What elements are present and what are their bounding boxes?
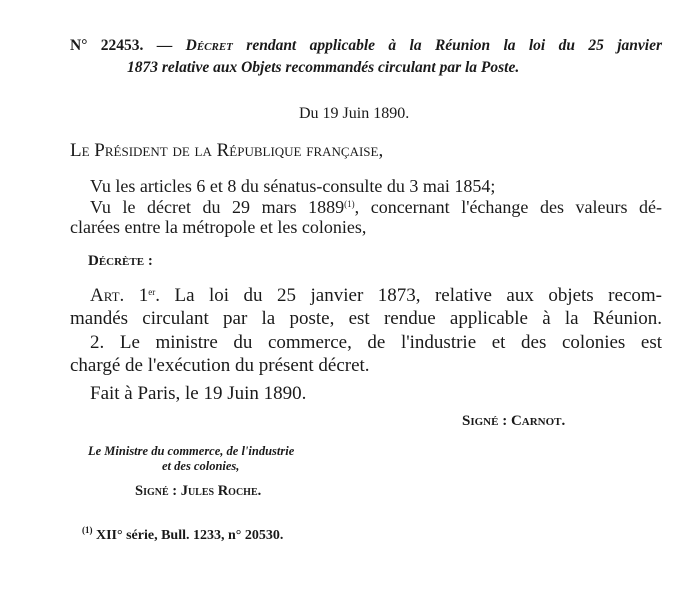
consideration-2-line-2: clarées entre la métropole et les colonies, bbox=[70, 217, 367, 237]
article-1-line-2: mandés circulant par la poste, est rendue applicable à la Réunion. bbox=[70, 308, 662, 329]
article-sup: er bbox=[148, 287, 156, 297]
decree-title-caps: Décret bbox=[185, 37, 233, 54]
minister-title-line-1: Le Ministre du commerce, de l'industrie bbox=[88, 444, 295, 458]
done-at: Fait à Paris, le 19 Juin 1890. bbox=[90, 383, 307, 404]
footnote-ref: (1) bbox=[344, 199, 355, 209]
decrete-heading: Décrète : bbox=[88, 253, 153, 269]
article-2-line-2: chargé de l'exécution du présent décret. bbox=[70, 355, 370, 376]
signature-president: Signé : Carnot. bbox=[462, 413, 566, 429]
decree-date: Du 19 Juin 1890. bbox=[299, 105, 410, 122]
consideration-2-line-1 bbox=[90, 198, 662, 216]
footnote-text: XII° série, Bull. 1233, n° 20530. bbox=[96, 528, 284, 543]
decree-title-line-2: 1873 relative aux Objets recommandés circulant par la Poste. bbox=[127, 59, 520, 76]
decree-title-line-1 bbox=[70, 38, 662, 54]
article-2-line-1: 2. Le ministre du commerce, de l'industrie et des colonies est bbox=[90, 332, 662, 353]
article-label: Art. 1 bbox=[90, 285, 149, 306]
consideration-text: , concernant l'échange des valeurs dé- bbox=[354, 197, 662, 217]
article-1-line-1 bbox=[90, 286, 662, 305]
footnote bbox=[82, 526, 283, 543]
article-text: . La loi du 25 janvier 1873, relative aux objets recom- bbox=[155, 285, 662, 306]
consideration-1: Vu les articles 6 et 8 du sénatus-consulte du 3 mai 1854; bbox=[90, 176, 496, 196]
decree-number: N° 22453. — bbox=[70, 37, 173, 54]
president-heading: Le Président de la République française, bbox=[70, 140, 384, 161]
footnote-mark: (1) bbox=[82, 525, 93, 535]
consideration-text: Vu le décret du 29 mars 1889 bbox=[90, 197, 345, 217]
decree-title-rest: rendant applicable à la Réunion la loi du 25 janvier bbox=[246, 37, 662, 54]
signature-minister: Signé : Jules Roche. bbox=[135, 483, 262, 499]
minister-title-line-2: et des colonies, bbox=[162, 459, 240, 473]
